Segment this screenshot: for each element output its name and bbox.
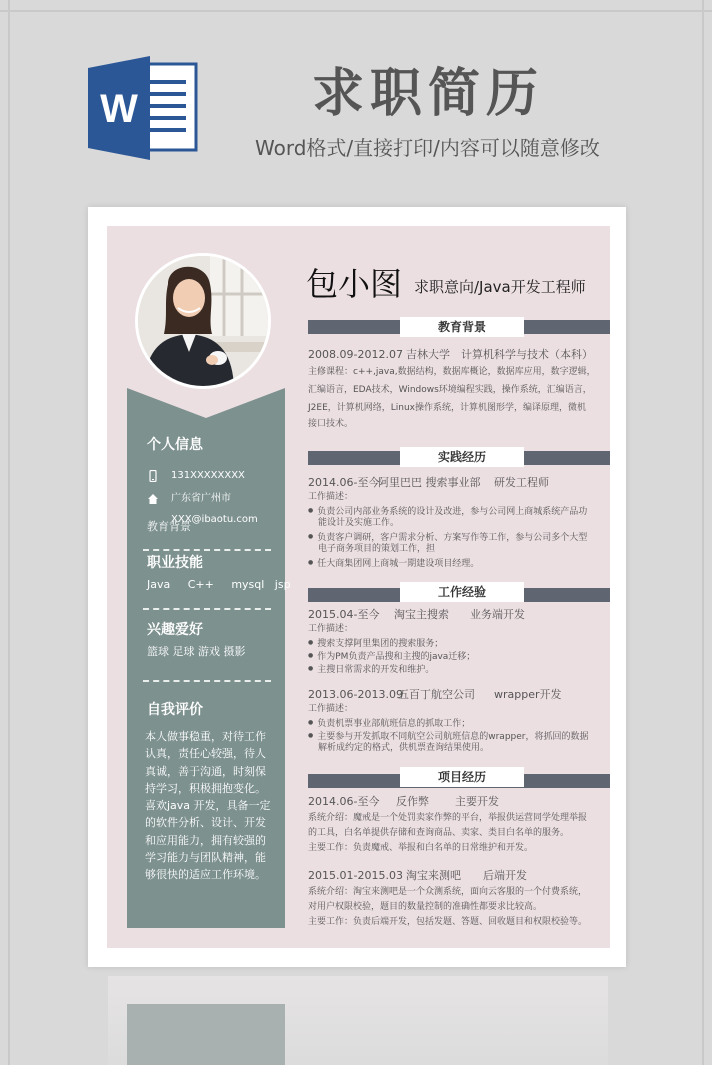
work-company: 五百丁航空公司 — [398, 688, 475, 701]
project-line: 对用户权限校验，题目的数量控制的准确性都要求比较高。 — [308, 902, 543, 912]
education-date: 2008.09-2012.07 — [308, 348, 403, 361]
project-line: 主要工作：负责魔戒、举报和白名单的日常维护和开发。 — [308, 843, 534, 853]
practice-item: 能设计及实施工作。 — [318, 518, 400, 528]
projects-title: 项目经历 — [400, 767, 524, 787]
email: XXX@ibaotu.com — [171, 514, 258, 525]
self-eval-title: 自我评价 — [147, 702, 203, 718]
banner-subtitle: Word格式/直接打印/内容可以随意修改 — [255, 136, 600, 160]
work-title: 工作经验 — [400, 582, 524, 602]
project-date: 2015.01-2015.03 — [308, 869, 403, 882]
education-title: 教育背景 — [400, 317, 524, 337]
practice-item: ● 负责客户调研，客户需求分析、方案写作等工作，参与公司多个大型 — [308, 530, 587, 545]
course-line: 主修课程：c++,java,数据结构，数据库概论，数据库应用，数字逻辑， — [308, 367, 596, 377]
frame-line-left — [8, 0, 10, 1065]
phone-number: 131XXXXXXXX — [171, 470, 245, 481]
self-eval-line: 喜欢java 开发，具备一定 — [145, 799, 271, 813]
work-role: wrapper开发 — [494, 688, 562, 701]
hobbies-text: 篮球 足球 游戏 摄影 — [147, 645, 246, 658]
address: 广东省广州市 — [171, 493, 231, 504]
project-name: 淘宝来测吧 — [406, 869, 461, 882]
project-line: 的工具，白名单提供存储和查询商品、卖家、类目白名单的服务。 — [308, 828, 570, 838]
course-line: 汇编语言，EDA技术，Windows环境编程实践，操作系统，汇编语言， — [308, 385, 592, 395]
work-item: ● 主要参与开发抓取不同航空公司航班信息的wrapper，将抓回的数据 — [308, 729, 589, 744]
profile-photo — [135, 253, 271, 389]
education-major: 计算机科学与技术（本科） — [461, 348, 593, 361]
practice-desc-label: 工作描述： — [308, 492, 354, 502]
practice-item: ● 任大商集团网上商城一期建设项目经理。 — [308, 556, 479, 571]
education-school: 吉林大学 — [406, 348, 450, 361]
svg-text:W: W — [100, 87, 138, 131]
work-date: 2013.06-2013.09 — [308, 688, 403, 701]
skills-title: 职业技能 — [147, 555, 203, 571]
personal-info-title: 个人信息 — [147, 437, 203, 453]
frame-line-right — [702, 0, 704, 1065]
project-name: 反作弊 — [396, 795, 429, 808]
skills-text: Java C++ mysql jsp — [147, 578, 291, 591]
practice-title: 实践经历 — [400, 447, 524, 467]
self-eval-line: 学习能力与团队精神，能 — [145, 851, 266, 865]
self-eval-line: 的软件分析、设计、开发 — [145, 816, 266, 830]
practice-company: 阿里巴巴 搜索事业部 — [378, 476, 481, 489]
project-role: 后端开发 — [483, 869, 527, 882]
practice-item: ● 负责公司内部业务系统的设计及改进，参与公司网上商城系统产品功 — [308, 504, 587, 519]
course-line: J2EE，计算机网络，Linux操作系统，计算机图形学，编译原理，微机 — [308, 403, 587, 413]
work-desc-label: 工作描述： — [308, 704, 354, 714]
phone-icon — [147, 470, 159, 482]
self-eval-line: 认真，责任心较强，待人 — [145, 747, 266, 761]
project-line: 系统介绍：魔戒是一个处罚卖家作弊的平台，举报供运营同学处理举报 — [308, 813, 588, 823]
work-company: 淘宝主搜索 — [394, 608, 449, 621]
job-intent: 求职意向/Java开发工程师 — [414, 278, 586, 296]
banner-title: 求职简历 — [312, 64, 545, 124]
practice-role: 研发工程师 — [494, 476, 549, 489]
project-line: 主要工作：负责后端开发，包括发题、答题、回收题目和权限校验等。 — [308, 917, 588, 927]
sidebar — [127, 388, 291, 928]
course-line: 接口技术。 — [308, 419, 354, 429]
work-date: 2015.04-至今 — [308, 608, 380, 621]
project-role: 主要开发 — [455, 795, 499, 808]
work-role: 业务端开发 — [470, 608, 525, 621]
frame-line-top — [0, 10, 712, 12]
word-icon — [88, 56, 198, 160]
reflection-sidebar — [127, 1004, 285, 1065]
work-desc-label: 工作描述： — [308, 624, 354, 634]
hobbies-title: 兴趣爱好 — [147, 622, 203, 638]
practice-date: 2014.06-至今 — [308, 476, 380, 489]
work-item: ● 搜索支撑阿里集团的搜索服务； — [308, 636, 443, 651]
home-icon — [147, 493, 159, 505]
divider — [143, 549, 271, 551]
work-item: ● 主搜日常需求的开发和维护。 — [308, 662, 434, 677]
self-eval-line: 本人做事稳重，对待工作 — [145, 730, 266, 743]
work-item: 解析成约定的格式，供机票查询结果使用。 — [318, 743, 490, 753]
candidate-name: 包小图 — [306, 265, 403, 303]
project-date: 2014.06-至今 — [308, 795, 380, 808]
work-item: ● 负责机票事业部航班信息的抓取工作； — [308, 716, 470, 731]
overlapping-section-label: 教育背景 — [147, 520, 191, 533]
self-eval-line: 和应用能力，拥有较强的 — [145, 833, 266, 847]
work-item: ● 作为PM负责产品搜和主搜的java迁移； — [308, 649, 475, 664]
practice-item: 电子商务项目的策划工作，担 — [318, 544, 436, 554]
divider — [143, 680, 271, 682]
page-reflection — [108, 976, 608, 1065]
sidebar-chevron — [127, 388, 285, 422]
self-eval-line: 真诚，善于沟通，时刻保 — [145, 764, 266, 778]
divider — [143, 608, 271, 610]
self-eval-line: 持学习，积极拥抱变化。 — [145, 781, 266, 795]
self-eval-line: 够很快的适应工作环境。 — [145, 868, 266, 882]
project-line: 系统介绍：淘宝来测吧是一个众测系统，面向云客服的一个付费系统， — [308, 887, 588, 897]
self-eval-text — [145, 728, 269, 884]
